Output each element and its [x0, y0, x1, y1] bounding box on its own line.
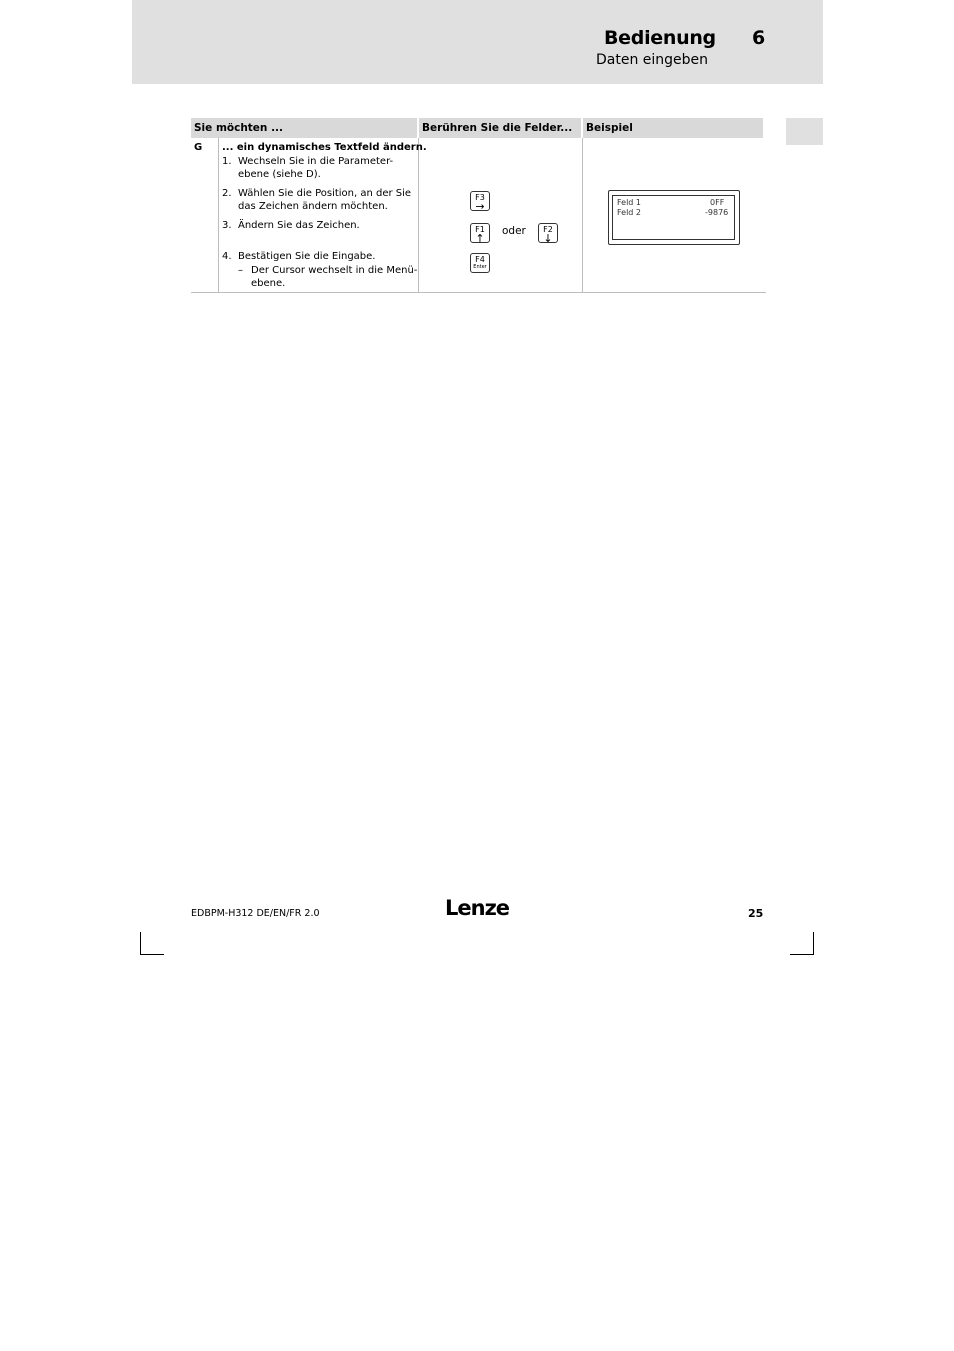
header-band [132, 0, 823, 84]
column-divider [582, 138, 583, 293]
chapter-number: 6 [752, 27, 766, 49]
key-sublabel: Enter [473, 264, 487, 270]
page-number: 25 [748, 907, 764, 920]
row-intro: ... ein dynamisches Textfeld ändern. [222, 142, 427, 153]
display-field2-label: Feld 2 [617, 208, 642, 217]
step-number: 3. [222, 220, 232, 231]
row-letter: G [194, 142, 203, 153]
substep-text: ebene. [251, 278, 286, 289]
side-tab-marker [786, 118, 823, 145]
down-arrow-icon: ↓ [543, 232, 553, 245]
crop-mark [790, 954, 814, 955]
column-header-want: Sie möchten ... [191, 118, 417, 138]
display-field1-value: 0FF [710, 198, 725, 207]
table-bottom-rule [191, 292, 766, 293]
substep-dash: – [238, 265, 243, 276]
f1-up-key-icon [470, 223, 490, 243]
up-arrow-icon: ↑ [475, 232, 485, 245]
crop-mark [813, 932, 814, 955]
step-text: Wechseln Sie in die Parameter- [238, 156, 394, 167]
step-text: Wählen Sie die Position, an der Sie [238, 188, 412, 199]
step-number: 2. [222, 188, 232, 199]
f3-right-key-icon [470, 191, 490, 211]
f4-enter-key-icon [470, 253, 490, 273]
display-field1-label: Feld 1 [617, 198, 642, 207]
column-header-example: Beispiel [583, 118, 763, 138]
column-divider [418, 138, 419, 293]
crop-mark [140, 954, 164, 955]
chapter-title: Bedienung [604, 27, 716, 49]
step-text: ebene (siehe D). [238, 169, 321, 180]
f2-down-key-icon [538, 223, 558, 243]
step-number: 4. [222, 251, 232, 262]
step-text: Bestätigen Sie die Eingabe. [238, 251, 376, 262]
section-subtitle: Daten eingeben [596, 52, 709, 68]
step-text: das Zeichen ändern möchten. [238, 201, 388, 212]
column-header-keys: Berühren Sie die Felder... [419, 118, 581, 138]
substep-text: Der Cursor wechselt in die Menü- [251, 265, 418, 276]
crop-mark [140, 932, 141, 955]
or-label: oder [502, 225, 526, 237]
column-divider [218, 138, 219, 293]
lenze-logo: Lenze [445, 896, 510, 920]
key-label: F4 [475, 255, 485, 264]
step-number: 1. [222, 156, 232, 167]
right-arrow-icon: → [475, 200, 485, 213]
display-field2-value: -9876 [705, 208, 729, 217]
key-label: F3 [475, 193, 485, 202]
step-text: Ändern Sie das Zeichen. [238, 220, 360, 231]
document-code: EDBPM-H312 DE/EN/FR 2.0 [191, 908, 320, 919]
key-label: F2 [543, 225, 553, 234]
key-label: F1 [475, 225, 485, 234]
